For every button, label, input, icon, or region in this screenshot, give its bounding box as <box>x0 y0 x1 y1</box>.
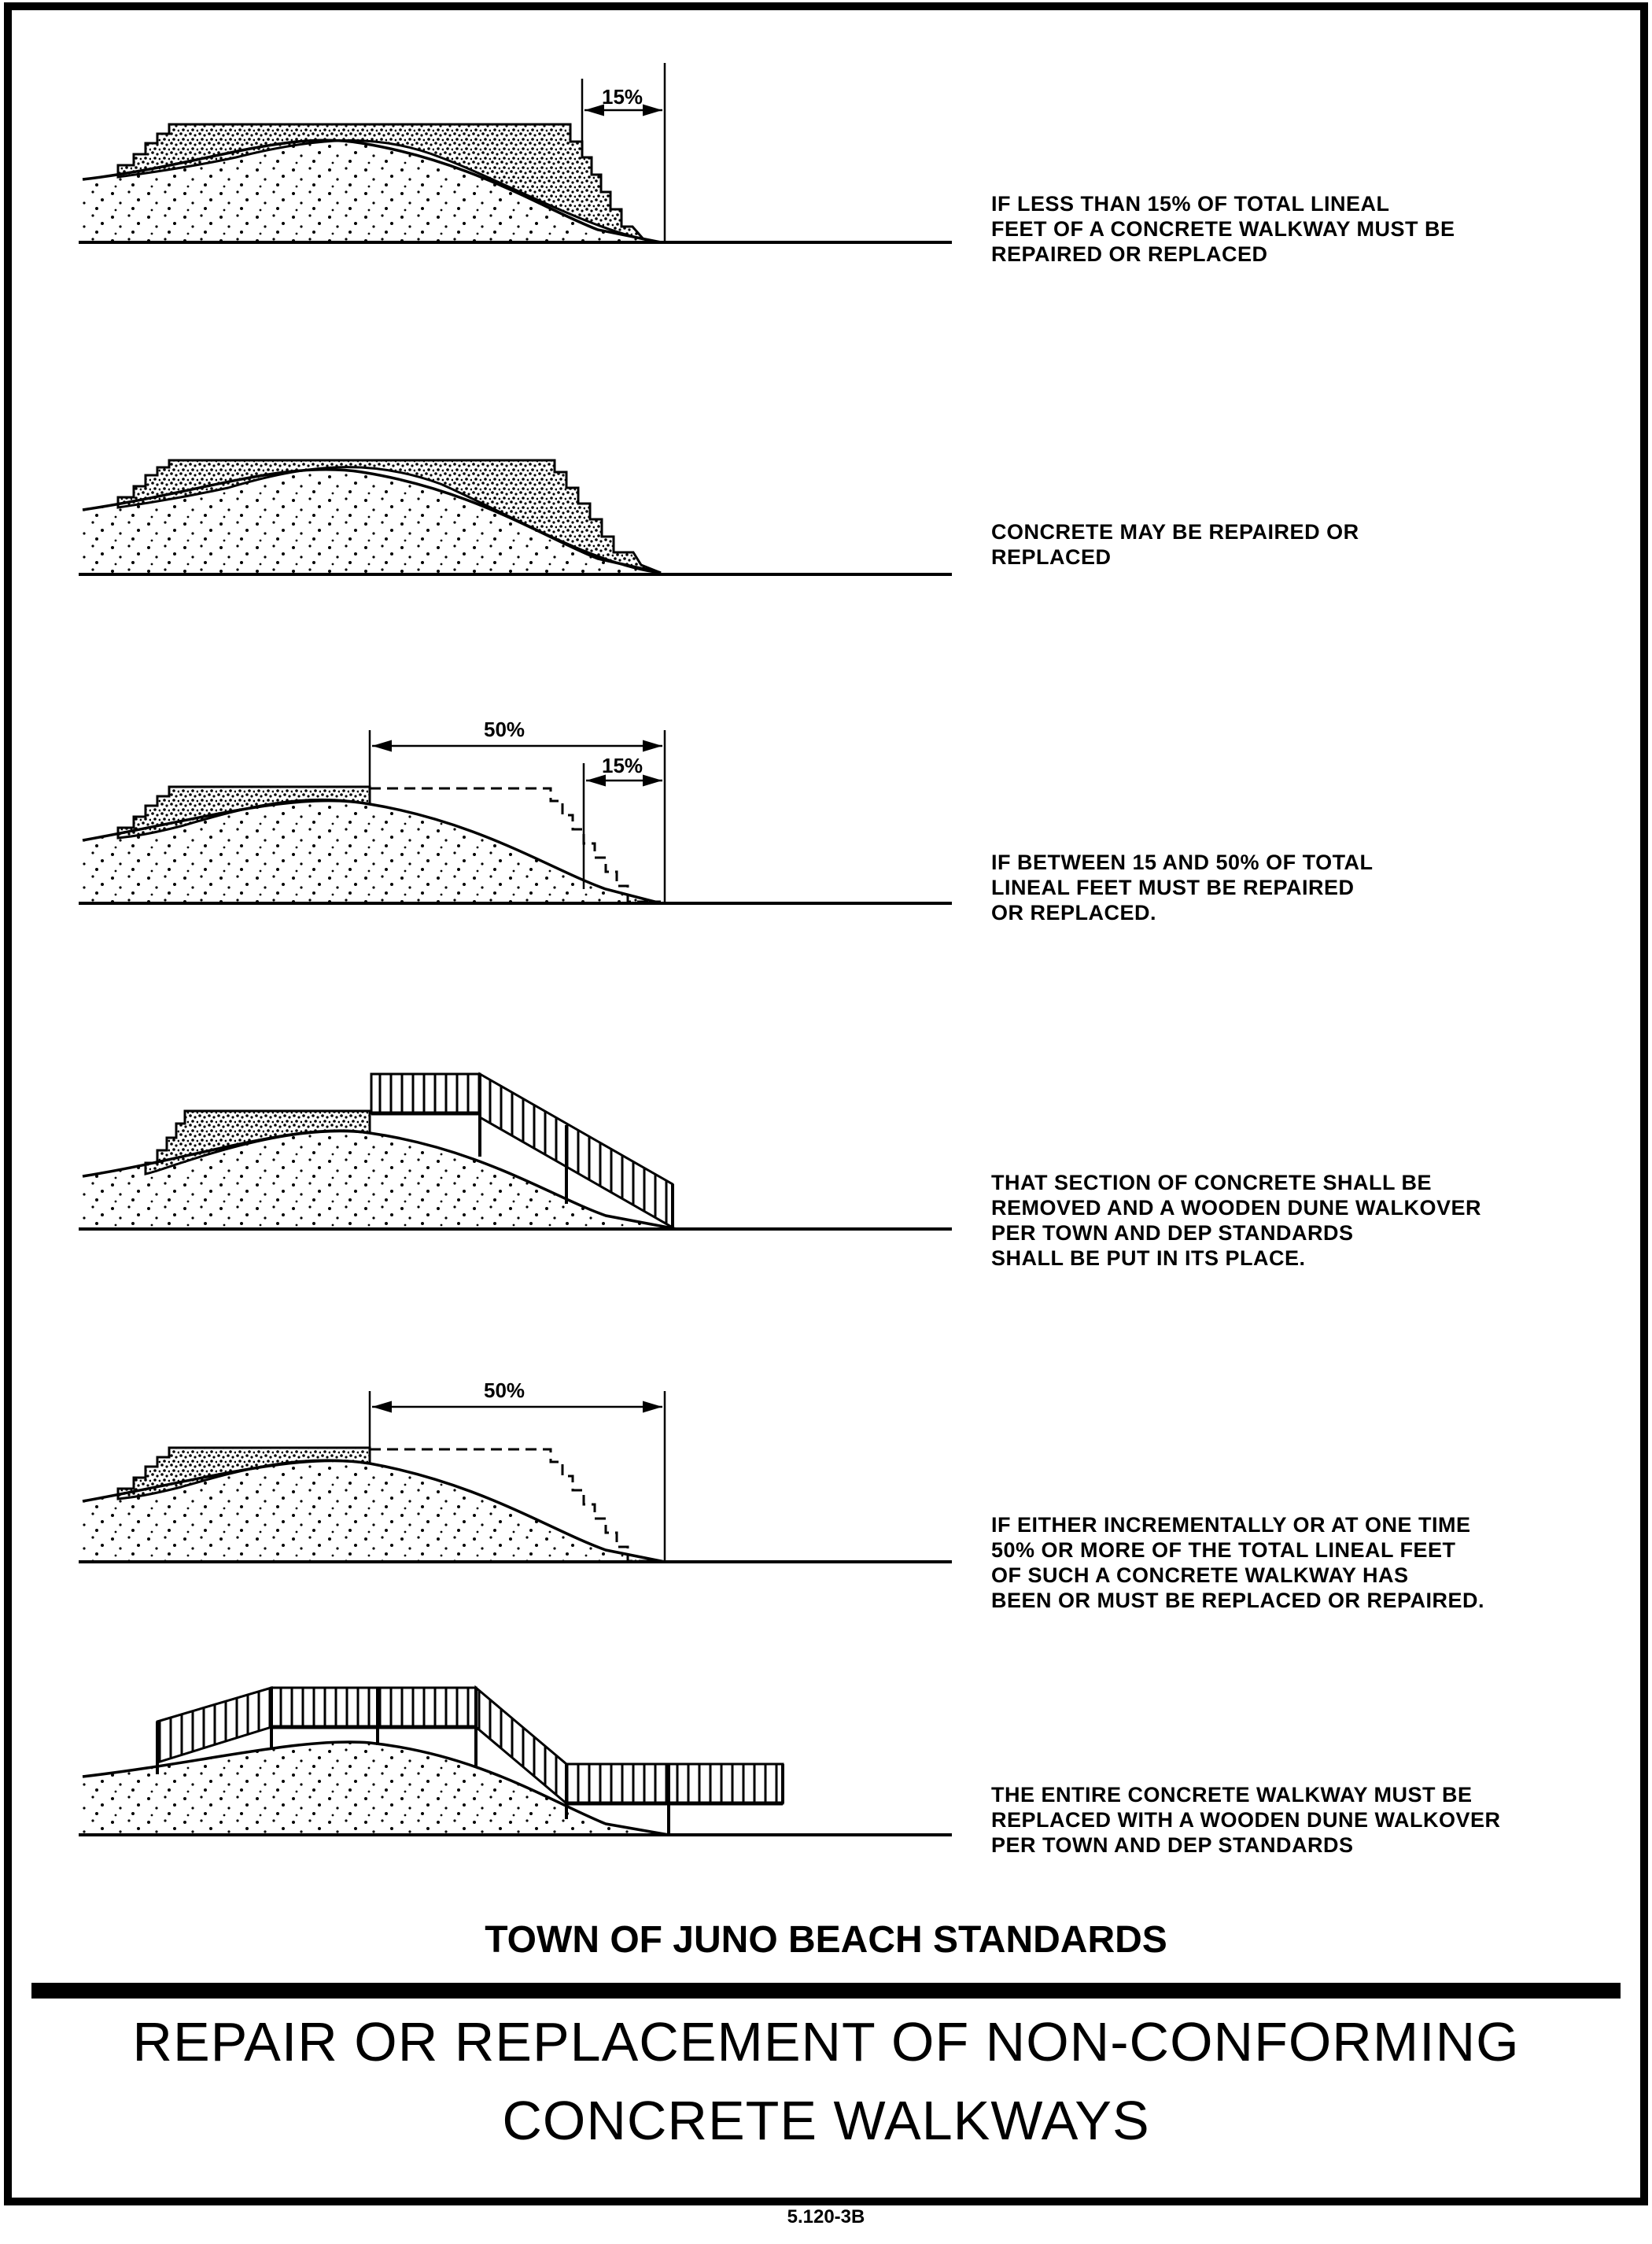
panel-1-diagram <box>79 63 952 242</box>
panel-5-note: IF EITHER INCREMENTALLY OR AT ONE TIME 50% OR MORE OF THE TOTAL LINEAL FEET OF SUCH A CONCRETE WALKWAY HAS BEEN OR MUST BE REPLACED OR REPAIRED. <box>991 1513 1485 1612</box>
dimension-label-15: 15% <box>602 85 643 109</box>
title-separator-bar <box>31 1983 1621 1999</box>
drawing-title-line-1: REPAIR OR REPLACEMENT OF NON-CONFORMING <box>132 2011 1520 2072</box>
dimension-label-50: 50% <box>484 1379 525 1402</box>
panel-2-note: CONCRETE MAY BE REPAIRED OR REPLACED <box>991 520 1359 569</box>
panel-5-diagram <box>79 1391 952 1562</box>
drawing-title-line-2: CONCRETE WALKWAYS <box>502 2090 1150 2151</box>
panel-6-diagram <box>79 1688 952 1835</box>
panel-4-note: THAT SECTION OF CONCRETE SHALL BE REMOVED AND A WOODEN DUNE WALKOVER PER TOWN AND DEP STANDARDS SHALL BE PUT IN ITS PLACE. <box>991 1171 1482 1270</box>
panel-3-note: IF BETWEEN 15 AND 50% OF TOTAL LINEAL FEET MUST BE REPAIRED OR REPLACED. <box>991 851 1374 925</box>
panel-1-note: IF LESS THAN 15% OF TOTAL LINEAL FEET OF A CONCRETE WALKWAY MUST BE REPAIRED OR REPLACED <box>991 192 1455 266</box>
panel-4-diagram <box>79 1074 952 1229</box>
panel-6-note: THE ENTIRE CONCRETE WALKWAY MUST BE REPLACED WITH A WOODEN DUNE WALKOVER PER TOWN AND DEP STANDARDS <box>991 1783 1501 1857</box>
standards-heading: TOWN OF JUNO BEACH STANDARDS <box>485 1919 1167 1961</box>
panel-3-diagram <box>79 730 952 903</box>
dimension-label-15: 15% <box>602 754 643 777</box>
sheet-border <box>8 6 1644 2202</box>
panel-2-diagram <box>79 460 952 574</box>
dimension-label-50: 50% <box>484 718 525 741</box>
drawing-number: 5.120-3B <box>787 2206 865 2227</box>
